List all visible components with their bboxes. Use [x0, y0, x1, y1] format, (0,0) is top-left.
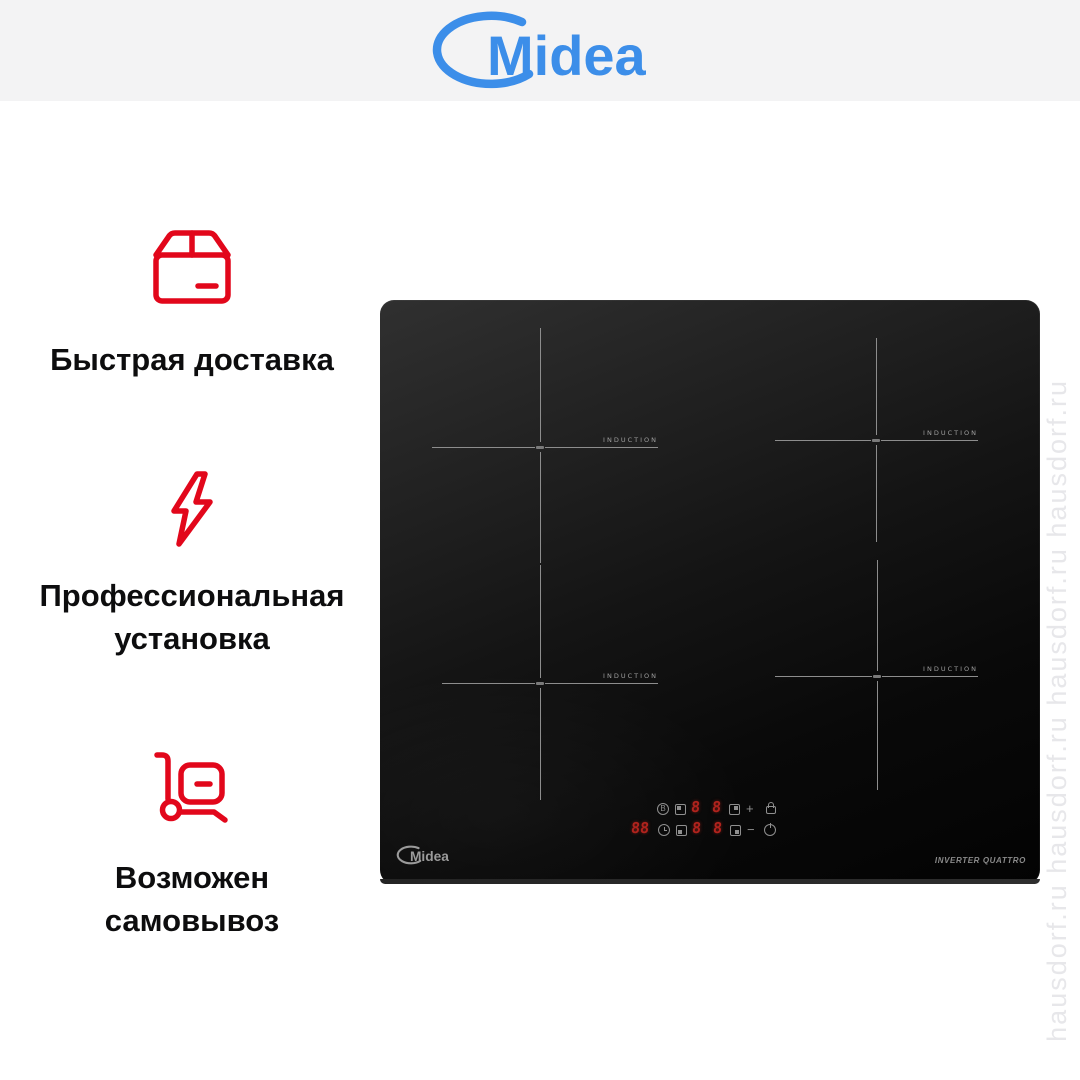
feature-professional-installation [12, 574, 372, 660]
feature-line: самовывоз [104, 903, 280, 938]
induction-label: INDUCTION [603, 672, 658, 680]
feature-line: Профессиональная [39, 578, 345, 613]
minus-key: − [747, 822, 755, 837]
zone-select-bottomright-icon [730, 825, 741, 836]
power-level-digit: 8 [690, 798, 701, 816]
cooktop-midea-logo [396, 845, 450, 865]
boost-icon: B [657, 803, 669, 815]
header [0, 0, 1080, 101]
zone-select-topright-icon [729, 804, 740, 815]
handtruck-icon [152, 750, 232, 830]
induction-label: INDUCTION [923, 665, 978, 673]
lightning-icon [152, 470, 232, 550]
feature-line: Возможен [114, 860, 270, 895]
timer-display: 88 [630, 819, 650, 837]
midea-logo-text: Midea [487, 24, 646, 87]
watermark: hausdorf.ru hausdorf.ru hausdorf.ru hausdorf.ru [1042, 379, 1072, 1042]
induction-label: INDUCTION [603, 436, 658, 444]
power-icon [764, 824, 776, 836]
feature-pickup [12, 856, 372, 942]
feature-line: Быстрая доставка [50, 342, 334, 377]
zone-select-topleft-icon [675, 804, 686, 815]
zone-select-bottomleft-icon [676, 825, 687, 836]
power-level-digit: 8 [711, 798, 722, 816]
package-icon [152, 228, 232, 308]
timer-clock-icon [658, 824, 670, 836]
midea-logo [430, 10, 650, 90]
model-label: INVERTER QUATTRO [934, 856, 1026, 865]
cooktop [380, 300, 1040, 884]
lock-icon [766, 806, 776, 814]
power-level-digit: 8 [691, 819, 702, 837]
feature-fast-delivery [12, 338, 372, 381]
induction-label: INDUCTION [923, 429, 978, 437]
cooktop-midea-logo-text: Midea [409, 849, 449, 865]
plus-key: + [746, 801, 754, 816]
power-level-digit: 8 [712, 819, 723, 837]
feature-line: установка [114, 621, 270, 656]
